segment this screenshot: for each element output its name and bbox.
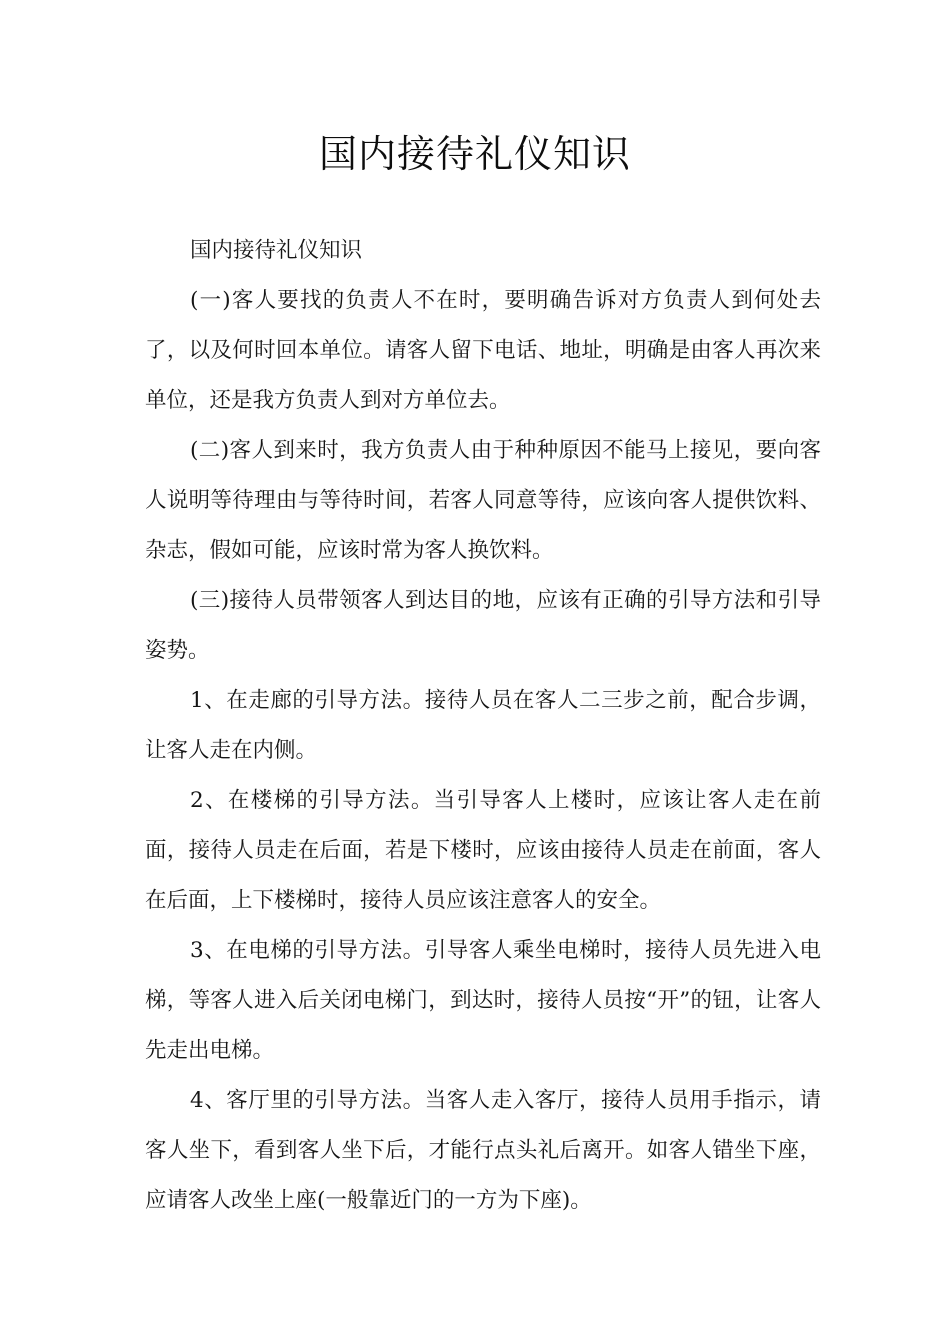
- paragraph-heading: 国内接待礼仪知识: [190, 238, 363, 263]
- document-title: 国内接待礼仪知识: [318, 132, 631, 176]
- paragraph-2: (二)客人到来时，我方负责人由于种种原因不能马上接见，要向客人说明等待理由与等待时间，若客人同意等待，应该向客人提供饮料、杂志，假如可能，应该时常为客人换饮料。: [145, 438, 821, 563]
- paragraph-corridor: 1、在走廊的引导方法。接待人员在客人二三步之前，配合步调，让客人走在内侧。: [145, 688, 821, 763]
- document-body: [145, 226, 821, 1226]
- paragraph-1: (一)客人要找的负责人不在时，要明确告诉对方负责人到何处去了，以及何时回本单位。请客人留下电话、地址，明确是由客人再次来单位，还是我方负责人到对方单位去。: [145, 288, 821, 413]
- paragraph-living-room: 4、客厅里的引导方法。当客人走入客厅，接待人员用手指示，请客人坐下，看到客人坐下后，才能行点头礼后离开。如客人错坐下座，应请客人改坐上座(一般靠近门的一方为下座)。: [145, 1088, 821, 1213]
- paragraph-elevator: 3、在电梯的引导方法。引导客人乘坐电梯时，接待人员先进入电梯，等客人进入后关闭电梯门，到达时，接待人员按“开”的钮，让客人先走出电梯。: [145, 938, 821, 1063]
- paragraph-3: (三)接待人员带领客人到达目的地，应该有正确的引导方法和引导姿势。: [145, 588, 821, 663]
- paragraph-stairs: 2、在楼梯的引导方法。当引导客人上楼时，应该让客人走在前面，接待人员走在后面，若是下楼时，应该由接待人员走在前面，客人在后面，上下楼梯时，接待人员应该注意客人的安全。: [145, 788, 821, 913]
